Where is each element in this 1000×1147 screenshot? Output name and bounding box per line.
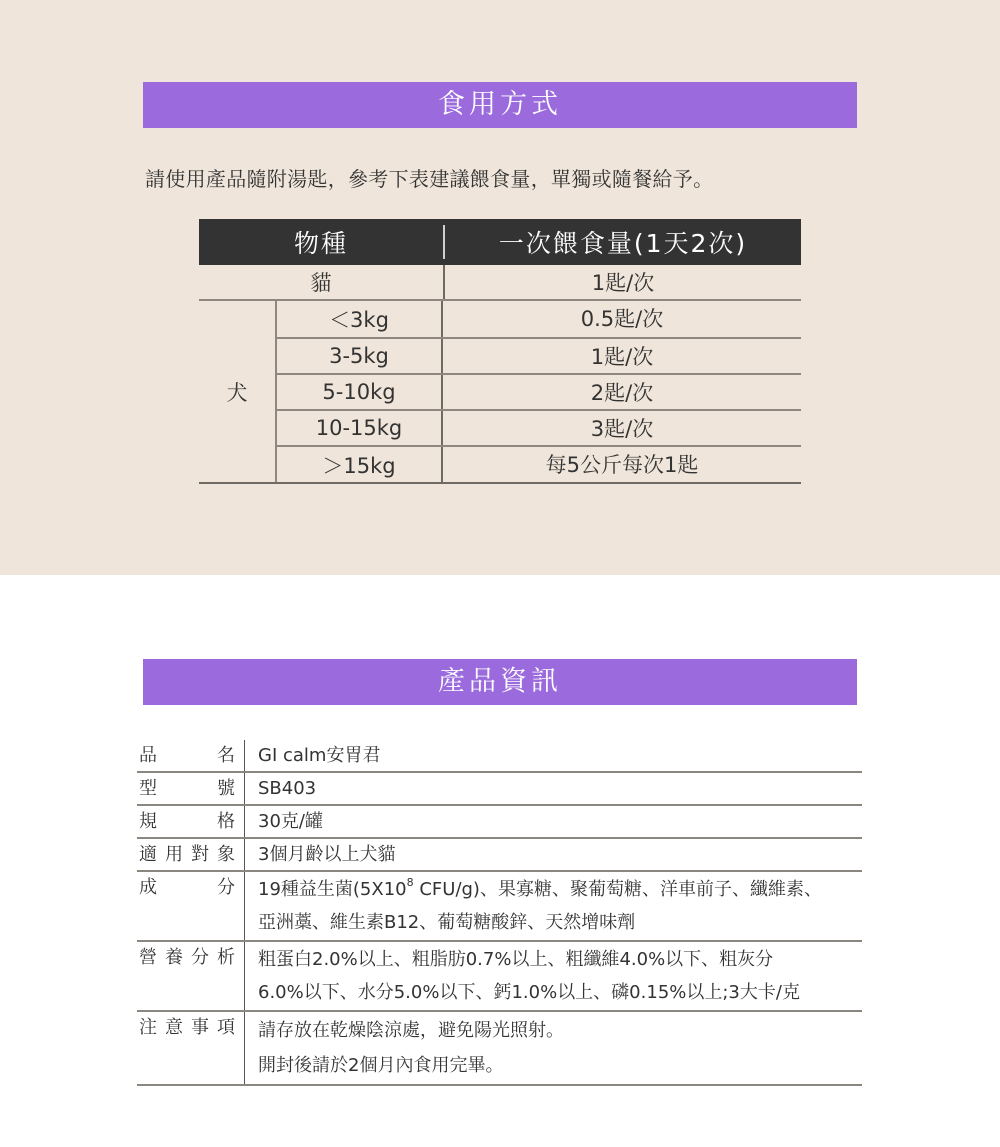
cell-species-dog: 犬 xyxy=(199,301,277,482)
label-char: 適 xyxy=(139,844,157,865)
info-value xyxy=(245,942,862,1010)
cell-weight: 10-15kg xyxy=(315,416,403,440)
label-char: 用 xyxy=(165,844,183,865)
value-line-1 xyxy=(258,873,862,906)
value-text: 19種益生菌(5X10 xyxy=(258,879,407,900)
label-char: 營 xyxy=(139,947,157,968)
label-char: 注 xyxy=(139,1017,157,1038)
label-char: 分 xyxy=(217,877,235,898)
info-label xyxy=(137,1012,245,1084)
info-value: 3個月齡以上犬貓 xyxy=(258,844,396,865)
info-value: 30克/罐 xyxy=(258,811,323,832)
label-char: 象 xyxy=(217,844,235,865)
info-value: GI calm安胃君 xyxy=(258,745,381,766)
table-row xyxy=(277,445,801,482)
label-char: 名 xyxy=(217,745,235,766)
usage-intro-text: 請使用產品隨附湯匙，參考下表建議餵食量，單獨或隨餐給予。 xyxy=(145,167,714,191)
table-row xyxy=(277,373,801,409)
info-label xyxy=(137,839,245,870)
label-char: 析 xyxy=(217,947,235,968)
table-row xyxy=(277,301,801,337)
header-dose: 一次餵食量(1天2次) xyxy=(498,229,748,258)
cell-dose: 2匙/次 xyxy=(441,375,801,409)
cell-dose: 0.5匙/次 xyxy=(441,301,801,337)
info-row-model xyxy=(137,773,862,806)
dosage-table-header xyxy=(199,219,801,265)
info-value: SB403 xyxy=(258,778,317,799)
header-species: 物種 xyxy=(293,229,348,258)
dog-rows-group xyxy=(199,301,801,484)
label-char: 事 xyxy=(191,1017,209,1038)
usage-title-bar: 食用方式 xyxy=(143,82,857,128)
label-char: 型 xyxy=(139,778,157,799)
label-char: 號 xyxy=(217,778,235,799)
value-line-1: 粗蛋白2.0%以上、粗脂肪0.7%以上、粗纖維4.0%以下、粗灰分 xyxy=(258,949,774,970)
value-line-1: 請存放在乾燥陰涼處，避免陽光照射。 xyxy=(258,1020,564,1041)
label-char: 成 xyxy=(139,877,157,898)
info-value xyxy=(245,872,862,940)
info-label xyxy=(137,773,245,804)
table-row xyxy=(277,409,801,445)
cell-species: 貓 xyxy=(310,271,332,295)
dosage-table-body xyxy=(199,265,801,484)
cell-dose: 1匙/次 xyxy=(441,339,801,373)
label-char: 項 xyxy=(217,1017,235,1038)
cell-dose: 每5公斤每次1匙 xyxy=(441,447,801,482)
label-char: 對 xyxy=(191,844,209,865)
info-label xyxy=(137,806,245,837)
value-line-2: 開封後請於2個月內食用完畢。 xyxy=(258,1055,504,1076)
label-char: 養 xyxy=(165,947,183,968)
value-line-2: 6.0%以下、水分5.0%以下、鈣1.0%以上、磷0.15%以上;3大卡/克 xyxy=(258,982,800,1003)
info-label xyxy=(137,872,245,940)
info-label xyxy=(137,740,245,771)
info-row-ingredients xyxy=(137,872,862,942)
table-row-cat xyxy=(199,265,801,301)
info-row-target xyxy=(137,839,862,872)
label-char: 意 xyxy=(165,1017,183,1038)
value-line-2: 亞洲藁、維生素B12、葡萄糖酸鋅、天然增味劑 xyxy=(258,912,636,933)
info-row-spec xyxy=(137,806,862,839)
cell-weight: ＜3kg xyxy=(329,308,389,332)
table-row xyxy=(277,337,801,373)
label-char: 品 xyxy=(139,745,157,766)
label-char: 分 xyxy=(191,947,209,968)
info-row-nutrition xyxy=(137,942,862,1012)
product-info-table xyxy=(137,740,862,1086)
product-info-title-bar: 產品資訊 xyxy=(143,659,857,705)
dosage-table xyxy=(199,219,801,484)
info-label xyxy=(137,942,245,1010)
info-value xyxy=(245,1012,862,1084)
cell-weight: 3-5kg xyxy=(329,344,389,368)
cell-dose: 1匙/次 xyxy=(443,265,801,299)
cell-weight: 5-10kg xyxy=(322,380,396,404)
superscript: 8 xyxy=(406,876,414,889)
info-row-notes xyxy=(137,1012,862,1086)
cell-dose: 3匙/次 xyxy=(441,411,801,445)
label-char: 格 xyxy=(217,811,235,832)
info-row-name xyxy=(137,740,862,773)
label-char: 規 xyxy=(139,811,157,832)
cell-weight: ＞15kg xyxy=(322,453,396,478)
value-text: CFU/g)、果寡糖、聚葡萄糖、洋車前子、纖維素、 xyxy=(413,879,822,900)
